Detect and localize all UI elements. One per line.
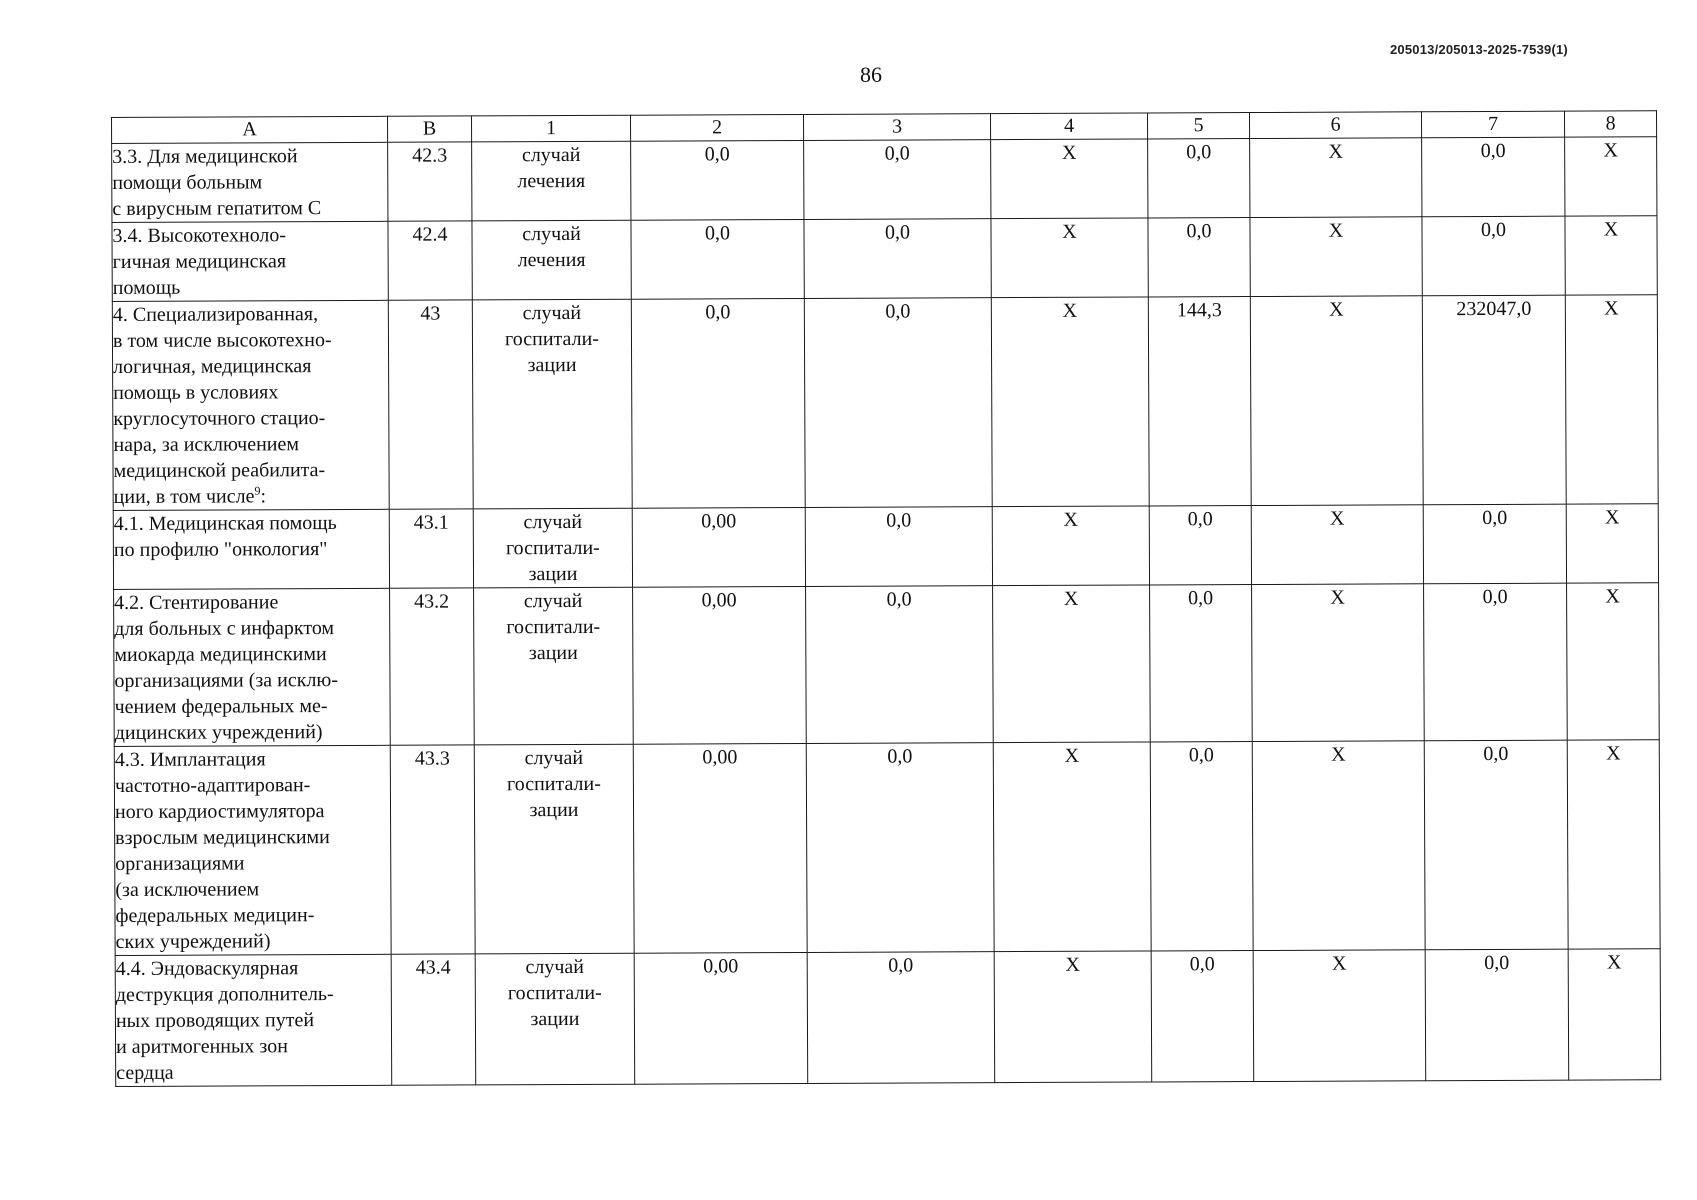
value-cell: 0,0 xyxy=(631,298,805,508)
value-cell: 0,0 xyxy=(1422,216,1565,296)
row-code-cell: 42.4 xyxy=(388,221,472,300)
value-cell: 0,0 xyxy=(806,743,994,953)
row-code-cell: 43.2 xyxy=(390,588,475,745)
row-name-suffix: : xyxy=(260,485,267,508)
value-cell: 0,0 xyxy=(1149,506,1251,585)
table-row xyxy=(112,137,1657,223)
row-code-cell: 43.1 xyxy=(389,509,473,588)
value-cell: 0,0 xyxy=(806,586,994,744)
row-unit-cell: случай госпитали- зации xyxy=(472,299,632,509)
column-header: 2 xyxy=(630,114,803,141)
row-name-cell: 4.2. Стентирование для больных с инфарктом миокарда медицинскими организациями (за исклю- чением федеральных ме- дицинских учреждений) xyxy=(114,588,391,746)
data-table xyxy=(111,110,1661,1087)
value-cell: 0,0 xyxy=(631,140,804,220)
value-cell: 0,0 xyxy=(1424,740,1568,950)
value-cell: X xyxy=(1568,949,1661,1080)
row-name-text: 4. Специализированная, в том числе высокотехно- логичная, медицинская помощь в условиях круглосуточного стацио- нара, за исключением медицинской реабилита- ции, в том числе xyxy=(112,303,332,508)
value-cell: X xyxy=(992,506,1149,586)
row-code-cell: 43.4 xyxy=(391,954,476,1085)
value-cell: X xyxy=(1250,296,1423,506)
column-header: 8 xyxy=(1564,111,1656,137)
value-cell: 0,0 xyxy=(804,298,992,508)
value-cell: 0,0 xyxy=(804,140,991,220)
table-row xyxy=(112,295,1658,511)
value-cell: X xyxy=(1565,216,1657,295)
table-row xyxy=(114,740,1660,956)
value-cell: 0,0 xyxy=(805,507,992,587)
value-cell: 0,0 xyxy=(1150,742,1253,951)
value-cell: 0,00 xyxy=(632,507,805,587)
value-cell: X xyxy=(1252,741,1425,951)
value-cell: 0,0 xyxy=(631,219,804,299)
value-cell: 0,0 xyxy=(1151,951,1254,1082)
row-name-cell: 3.4. Высокотехноло- гичная медицинская помощь xyxy=(112,221,388,301)
column-header: A xyxy=(112,116,388,143)
column-header: 6 xyxy=(1249,112,1421,139)
column-header: 7 xyxy=(1421,111,1564,138)
value-cell: 232047,0 xyxy=(1422,295,1566,505)
value-cell: X xyxy=(993,585,1151,743)
row-unit-cell: случай госпитали- зации xyxy=(474,587,634,745)
row-name-cell xyxy=(112,300,389,510)
row-name-cell: 4.3. Имплантация частотно-адаптирован- ного кардиостимулятора взрослым медицинскими организациями (за исключением федеральных медицин- ских учреждений) xyxy=(114,745,391,955)
column-header: 4 xyxy=(990,113,1147,140)
value-cell: X xyxy=(1250,138,1422,218)
value-cell: X xyxy=(1252,584,1425,742)
value-cell: X xyxy=(991,218,1148,298)
value-cell: 0,0 xyxy=(804,219,991,299)
column-header: B xyxy=(387,116,471,142)
value-cell: 0,0 xyxy=(1150,585,1253,742)
row-code-cell: 43 xyxy=(388,300,473,509)
page-number: 86 xyxy=(860,62,882,87)
row-unit-cell: случай лечения xyxy=(472,220,631,300)
row-unit-cell: случай госпитали- зации xyxy=(474,744,634,954)
row-unit-cell: случай госпитали- зации xyxy=(473,508,632,588)
value-cell: 0,0 xyxy=(1425,949,1569,1081)
value-cell: 0,0 xyxy=(1424,583,1568,741)
column-header: 3 xyxy=(803,114,990,141)
table-row xyxy=(113,504,1658,590)
value-cell: 0,00 xyxy=(633,586,807,744)
row-code-cell: 42.3 xyxy=(388,142,472,221)
value-cell: X xyxy=(1251,505,1423,585)
value-cell: X xyxy=(1253,950,1426,1082)
value-cell: 144,3 xyxy=(1148,297,1251,506)
table-row xyxy=(112,216,1657,302)
value-cell: X xyxy=(1567,740,1660,949)
document-id: 205013/205013-2025-7539(1) xyxy=(1390,42,1568,57)
value-cell: X xyxy=(1566,504,1658,583)
value-cell: X xyxy=(991,297,1149,507)
value-cell: 0,0 xyxy=(1423,504,1566,584)
row-name-cell: 3.3. Для медицинской помощи больным с вирусным гепатитом С xyxy=(112,142,388,222)
value-cell: 0,0 xyxy=(1422,137,1565,217)
value-cell: 0,0 xyxy=(1148,139,1250,218)
footnote-marker: 9 xyxy=(254,483,261,498)
table-row xyxy=(115,949,1661,1087)
value-cell: 0,0 xyxy=(1148,218,1250,297)
row-name-cell: 4.1. Медицинская помощь по профилю "онкология" xyxy=(113,509,389,589)
value-cell: X xyxy=(1565,137,1657,216)
row-code-cell: 43.3 xyxy=(390,745,475,954)
table-container xyxy=(111,110,1660,1087)
value-cell: X xyxy=(1567,583,1660,740)
value-cell: X xyxy=(1565,295,1658,504)
row-unit-cell: случай госпитали- зации xyxy=(475,953,635,1085)
value-cell: X xyxy=(991,139,1148,219)
table-row xyxy=(114,583,1660,747)
row-name-cell: 4.4. Эндоваскулярная деструкция дополнитель- ных проводящих путей и аритмогенных зон сердца xyxy=(115,954,392,1086)
value-cell: X xyxy=(994,951,1152,1083)
column-header: 1 xyxy=(471,115,630,142)
column-header: 5 xyxy=(1147,113,1249,139)
value-cell: 0,0 xyxy=(807,952,995,1084)
row-unit-cell: случай лечения xyxy=(472,141,631,221)
value-cell: X xyxy=(993,742,1151,952)
value-cell: 0,00 xyxy=(634,952,808,1084)
value-cell: 0,00 xyxy=(633,743,807,953)
value-cell: X xyxy=(1250,217,1422,297)
